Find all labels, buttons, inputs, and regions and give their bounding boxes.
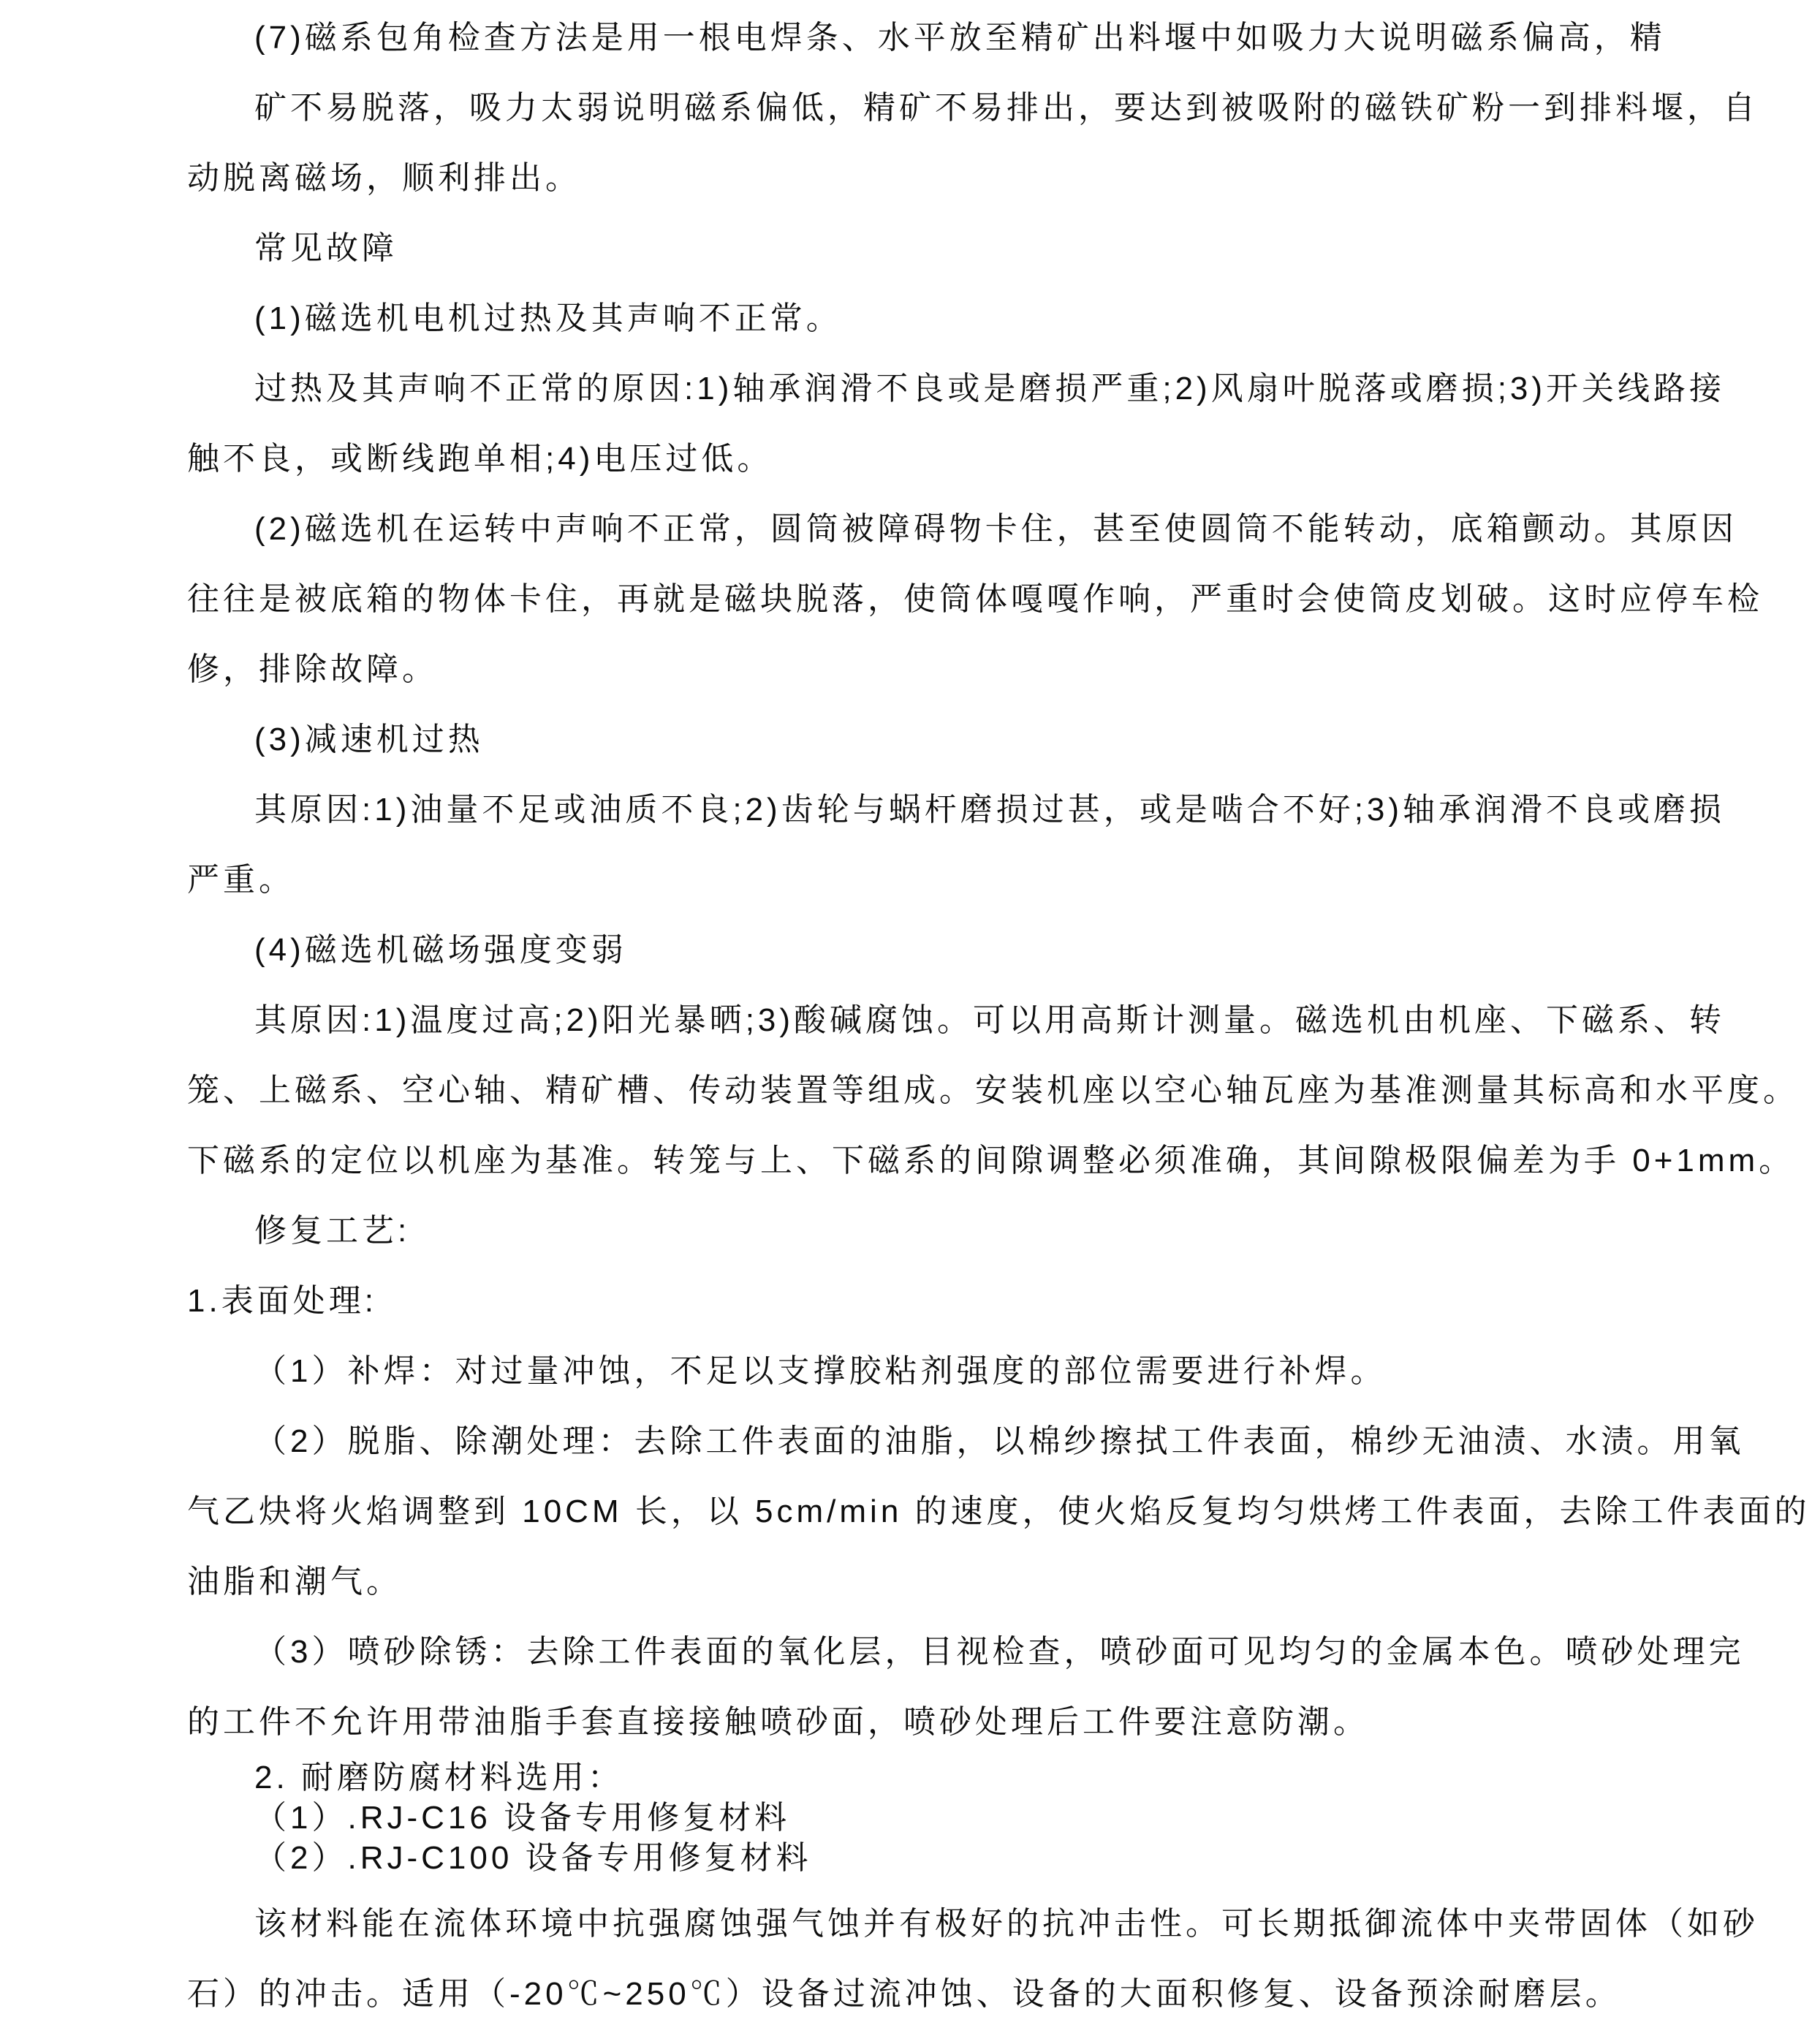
text-line: 修，排除故障。 [187,651,438,687]
list-item: （2）.RJ-C100 设备专用修复材料 [254,1840,812,1876]
text-line: 笼、上磁系、空心轴、精矿槽、传动装置等组成。安装机座以空心轴瓦座为基准测量其标高和水平度。 [187,1072,1799,1108]
text-line: 石）的冲击。适用（-20℃~250℃）设备过流冲蚀、设备的大面积修复、设备预涂耐磨层。 [187,1976,1621,2012]
section-heading: 1.表面处理: [187,1283,377,1319]
text-line: (1)磁选机电机过热及其声响不正常。 [254,300,842,336]
text-line: (7)磁系包角检查方法是用一根电焊条、水平放至精矿出料堰中如吸力大说明磁系偏高，精 [254,20,1666,56]
text-line: 下磁系的定位以机座为基准。转笼与上、下磁系的间隙调整必须准确，其间隙极限偏差为手 0+1mm。 [187,1143,1795,1178]
text-line: 油脂和潮气。 [187,1564,402,1600]
text-line: 的工件不允许用带油脂手套直接接触喷砂面，喷砂处理后工件要注意防潮。 [187,1704,1369,1740]
text-line: 其原因:1)油量不足或油质不良;2)齿轮与蜗杆磨损过甚，或是啮合不好;3)轴承润滑不良或磨损 [254,792,1726,828]
text-line: 动脱离磁场，顺利排出。 [187,160,581,196]
text-line: 该材料能在流体环境中抗强腐蚀强气蚀并有极好的抗冲击性。可长期抵御流体中夹带固体（如砂 [254,1906,1759,1942]
text-line: （1）补焊：对过量冲蚀，不足以支撑胶粘剂强度的部位需要进行补焊。 [254,1353,1387,1389]
text-line: （2）脱脂、除潮处理：去除工件表面的油脂，以棉纱擦拭工件表面，棉纱无油渍、水渍。用氧 [254,1423,1745,1459]
text-line: 气乙炔将火焰调整到 10CM 长，以 5cm/min 的速度，使火焰反复均匀烘烤工件表面，去除工件表面的 [187,1494,1811,1529]
section-heading: 修复工艺: [254,1213,411,1249]
text-line: 往往是被底箱的物体卡住，再就是磁块脱落，使筒体嘎嘎作响，严重时会使筒皮划破。这时应停车检 [187,581,1763,617]
section-heading: 常见故障 [254,230,398,266]
section-heading: 2. 耐磨防腐材料选用： [254,1760,623,1795]
text-line: (4)磁选机磁场强度变弱 [254,932,627,968]
text-line: 过热及其声响不正常的原因:1)轴承润滑不良或是磨损严重;2)风扇叶脱落或磨损;3)开关线路接 [254,371,1726,406]
text-line: 其原因:1)温度过高;2)阳光暴晒;3)酸碱腐蚀。可以用高斯计测量。磁选机由机座、下磁系、转 [254,1002,1726,1038]
text-line: (2)磁选机在运转中声响不正常，圆筒被障碍物卡住，甚至使圆筒不能转动，底箱颤动。其原因 [254,511,1737,547]
text-line: （3）喷砂除锈：去除工件表面的氧化层，目视检查，喷砂面可见均匀的金属本色。喷砂处理完 [254,1634,1745,1670]
list-item: （1）.RJ-C16 设备专用修复材料 [254,1800,791,1836]
text-line: (3)减速机过热 [254,722,484,757]
text-line: 严重。 [187,862,295,898]
text-line: 触不良，或断线跑单相;4)电压过低。 [187,441,773,477]
text-line: 矿不易脱落，吸力太弱说明磁系偏低，精矿不易排出，要达到被吸附的磁铁矿粉一到排料堰，自 [254,90,1759,126]
